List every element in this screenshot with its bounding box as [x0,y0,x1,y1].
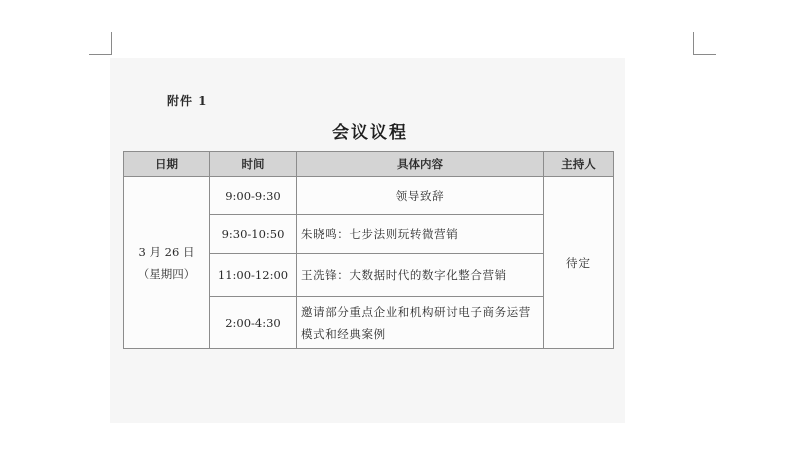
time-cell: 9:00-9:30 [210,177,297,215]
time-cell: 2:00-4:30 [210,297,297,349]
date-cell [124,177,210,349]
crop-mark-top-right [693,32,716,55]
header-content: 具体内容 [297,152,544,177]
agenda-table [123,151,614,349]
crop-mark-top-left [89,32,112,55]
content-cell: 领导致辞 [297,177,544,215]
header-date: 日期 [124,152,210,177]
content-cell: 邀请部分重点企业和机构研讨电子商务运营模式和经典案例 [297,297,544,349]
header-host: 主持人 [544,152,614,177]
attachment-label: 附件 1 [167,94,208,108]
header-time: 时间 [210,152,297,177]
weekday-text: （星期四） [137,266,196,281]
date-text: 3 月 26 日 [138,244,195,259]
content-cell: 朱晓鸣：七步法则玩转微营销 [297,215,544,254]
time-cell: 11:00-12:00 [210,254,297,297]
host-cell: 待定 [544,177,614,349]
document-title: 会议议程 [332,123,408,143]
content-cell: 王冼锋：大数据时代的数字化整合营销 [297,254,544,297]
time-cell: 9:30-10:50 [210,215,297,254]
table-row [124,177,614,215]
table-header-row [124,152,614,177]
